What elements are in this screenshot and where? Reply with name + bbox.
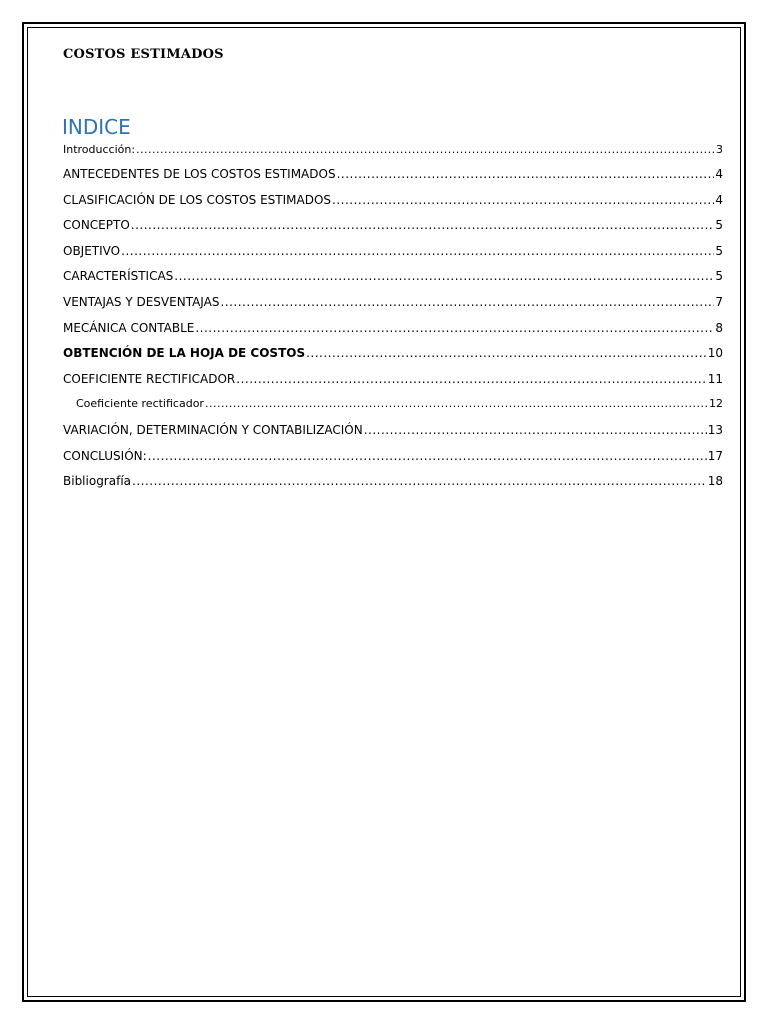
toc-dot-leader <box>337 167 715 181</box>
toc-entry-label: ANTECEDENTES DE LOS COSTOS ESTIMADOS <box>63 167 336 181</box>
toc-entry-coeficiente-rectificador[interactable] <box>63 372 723 398</box>
toc-entry-page: 12 <box>709 397 723 411</box>
toc-dot-leader <box>306 346 707 360</box>
toc-dot-leader <box>174 269 714 283</box>
toc-entry-introduccion[interactable] <box>63 143 723 167</box>
toc-entry-page: 4 <box>715 167 723 181</box>
toc-entry-caracteristicas[interactable] <box>63 269 723 295</box>
toc-dot-leader <box>220 295 714 309</box>
toc-entry-obtencion[interactable] <box>63 346 723 372</box>
toc-dot-leader <box>132 474 707 488</box>
toc-entry-label: Bibliografía <box>63 474 132 489</box>
toc-dot-leader <box>121 244 714 258</box>
toc-entry-label: MECÁNICA CONTABLE <box>63 320 195 335</box>
toc-dot-leader <box>131 218 715 232</box>
toc-entry-label: CLASIFICACIÓN DE LOS COSTOS ESTIMADOS <box>63 192 332 207</box>
table-of-contents <box>63 143 723 500</box>
toc-dot-leader <box>236 372 706 386</box>
toc-entry-label: CONCLUSIÓN: <box>63 448 147 463</box>
toc-entry-clasificacion[interactable] <box>63 193 723 219</box>
toc-heading: INDICE <box>62 115 131 139</box>
toc-entry-label: OBJETIVO <box>63 243 121 258</box>
toc-subentry-coeficiente-rectificador[interactable] <box>63 397 723 423</box>
toc-entry-page: 4 <box>715 192 723 207</box>
toc-dot-leader <box>205 397 708 410</box>
toc-entry-variacion[interactable] <box>63 423 723 449</box>
toc-entry-page: 3 <box>716 143 723 156</box>
toc-entry-label: COEFICIENTE RECTIFICADOR <box>63 371 236 386</box>
toc-entry-label: CARACTERÍSTICAS <box>63 269 174 284</box>
toc-entry-page: 18 <box>707 474 723 489</box>
toc-entry-label: OBTENCIÓN DE LA HOJA DE COSTOS <box>63 346 306 361</box>
toc-dot-leader <box>195 321 714 335</box>
toc-entry-bibliografia[interactable] <box>63 474 723 500</box>
toc-entry-objetivo[interactable] <box>63 244 723 270</box>
toc-entry-ventajas[interactable] <box>63 295 723 321</box>
toc-entry-conclusion[interactable] <box>63 449 723 475</box>
toc-dot-leader <box>148 449 707 463</box>
toc-entry-label: VARIACIÓN, DETERMINACIÓN Y CONTABILIZACIÓN <box>63 422 363 437</box>
toc-entry-concepto[interactable] <box>63 218 723 244</box>
toc-entry-label: VENTAJAS Y DESVENTAJAS <box>63 294 220 309</box>
toc-entry-page: 13 <box>707 422 723 437</box>
toc-dot-leader <box>332 193 714 207</box>
toc-entry-mecanica[interactable] <box>63 321 723 347</box>
toc-entry-antecedentes[interactable] <box>63 167 723 193</box>
toc-entry-label: Introducción: <box>63 143 136 156</box>
toc-dot-leader <box>364 423 707 437</box>
toc-entry-page: 10 <box>707 346 723 361</box>
toc-entry-page: 5 <box>715 243 723 258</box>
toc-entry-label: CONCEPTO <box>63 218 130 233</box>
toc-entry-page: 11 <box>707 371 723 386</box>
toc-entry-page: 17 <box>707 448 723 463</box>
toc-entry-page: 8 <box>715 320 723 335</box>
toc-dot-leader <box>136 143 715 156</box>
document-header-title: COSTOS ESTIMADOS <box>63 47 224 62</box>
toc-entry-page: 5 <box>715 269 723 284</box>
toc-entry-page: 5 <box>715 218 723 233</box>
toc-entry-label: Coeficiente rectificador <box>76 397 204 411</box>
toc-entry-page: 7 <box>715 294 723 309</box>
